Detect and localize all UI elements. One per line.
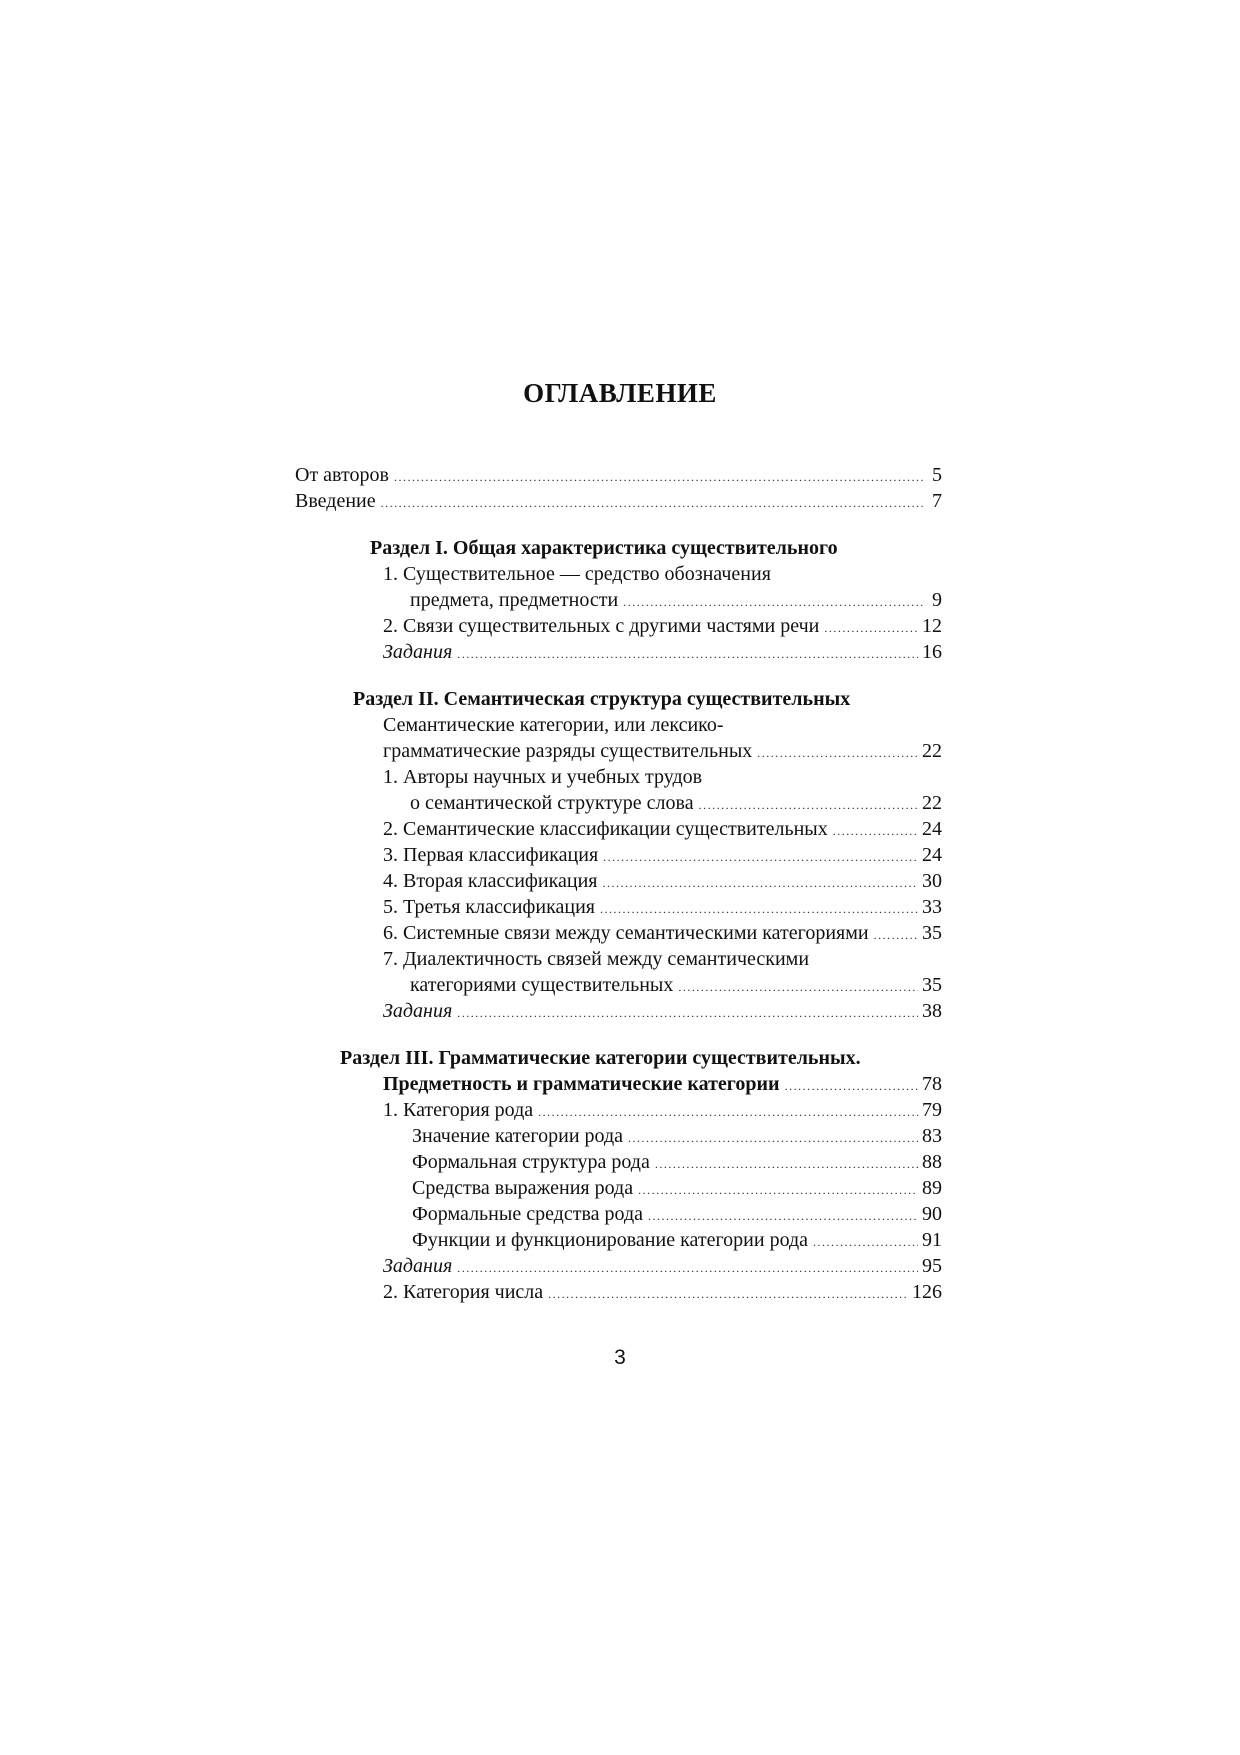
- dot-leader: [874, 922, 918, 948]
- toc-entry-label: Задания: [383, 641, 453, 663]
- toc-entry[interactable]: [295, 462, 942, 488]
- toc-entry[interactable]: [295, 790, 942, 816]
- toc-entry-label: предмета, предметности: [410, 589, 619, 611]
- toc-subentry[interactable]: [295, 1149, 942, 1175]
- toc-entry-label: Средства выражения рода: [412, 1177, 634, 1199]
- toc-entry-page: 89: [922, 1177, 942, 1199]
- dot-leader: [623, 589, 924, 615]
- toc-entry-label[interactable]: 1. Существительное — средство обозначения: [383, 563, 771, 585]
- toc-entry-page: 95: [922, 1255, 942, 1277]
- toc-entry-page: 5: [932, 464, 942, 486]
- toc-entry[interactable]: [295, 1097, 942, 1123]
- toc-entry-page: 30: [922, 870, 942, 892]
- toc-entry-label: От авторов: [295, 464, 389, 486]
- toc-entry-label: Задания: [383, 1255, 453, 1277]
- toc-entry[interactable]: [295, 920, 942, 946]
- dot-leader: [457, 1255, 918, 1281]
- toc-entry[interactable]: [295, 894, 942, 920]
- toc-entry-page: 7: [932, 490, 942, 512]
- dot-leader: [757, 740, 918, 766]
- dot-leader: [603, 844, 918, 870]
- toc-subentry[interactable]: [295, 1227, 942, 1253]
- toc-entry-page: 79: [922, 1099, 942, 1121]
- toc-entry-label: Значение категории рода: [412, 1125, 623, 1147]
- toc-subentry[interactable]: [295, 1123, 942, 1149]
- toc-entry-label[interactable]: 7. Диалектичность связей между семантическими: [383, 948, 810, 970]
- toc-entry[interactable]: [295, 868, 942, 894]
- toc-entry-label: 2. Категория числа: [383, 1281, 544, 1303]
- toc-entry-tasks[interactable]: [295, 1253, 942, 1279]
- dot-leader: [678, 974, 918, 1000]
- toc-subentry[interactable]: [295, 1175, 942, 1201]
- toc-entry[interactable]: [295, 842, 942, 868]
- toc-entry-label: 6. Системные связи между семантическими категориями: [383, 922, 869, 944]
- toc-entry[interactable]: [295, 1279, 942, 1305]
- dot-leader: [648, 1203, 918, 1229]
- toc-entry-page: 9: [932, 589, 942, 611]
- dot-leader: [457, 1000, 918, 1026]
- section-heading[interactable]: Раздел I. Общая характеристика существительного: [370, 537, 838, 559]
- toc-entry-label: Формальная структура рода: [412, 1151, 650, 1173]
- toc-entry[interactable]: [295, 738, 942, 764]
- dot-leader: [457, 641, 918, 667]
- dot-leader: [394, 464, 924, 490]
- toc-entry-page: 24: [922, 844, 942, 866]
- toc-entry-tasks[interactable]: [295, 998, 942, 1024]
- toc-entry-page: 24: [922, 818, 942, 840]
- toc-entry-page: 78: [922, 1073, 942, 1095]
- dot-leader: [628, 1125, 918, 1151]
- toc-entry[interactable]: [295, 488, 942, 514]
- toc-entry-page: 90: [922, 1203, 942, 1225]
- toc-entry-label: Формальные средства рода: [412, 1203, 644, 1225]
- toc-entry-page: 35: [922, 974, 942, 996]
- toc-entry-label: Функции и функционирование категории рода: [412, 1229, 809, 1251]
- toc-entry-page: 12: [922, 615, 942, 637]
- toc-entry-label: 4. Вторая классификация: [383, 870, 598, 892]
- page-number: 3: [614, 1346, 626, 1369]
- toc-entry[interactable]: [295, 972, 942, 998]
- toc-entry-page: 22: [922, 792, 942, 814]
- toc-entry-page: 35: [922, 922, 942, 944]
- toc-entry-page: 126: [912, 1281, 942, 1303]
- dot-leader: [602, 870, 918, 896]
- toc-entry-label: 2. Семантические классификации существительных: [383, 818, 828, 840]
- toc-entry-page: 33: [922, 896, 942, 918]
- toc-entry-label: 1. Категория рода: [383, 1099, 534, 1121]
- toc-entry-label: 2. Связи существительных с другими частями речи: [383, 615, 820, 637]
- dot-leader: [813, 1229, 918, 1255]
- dot-leader: [655, 1151, 918, 1177]
- toc-entry-label[interactable]: 1. Авторы научных и учебных трудов: [383, 766, 703, 788]
- toc-entry-label: грамматические разряды существительных: [383, 740, 753, 762]
- dot-leader: [638, 1177, 918, 1203]
- toc-subentry[interactable]: [295, 1201, 942, 1227]
- toc-entry-label: категориями существительных: [410, 974, 674, 996]
- toc-entry[interactable]: [295, 1071, 942, 1097]
- section-heading[interactable]: Раздел III. Грамматические категории существительных.: [340, 1047, 861, 1069]
- toc-entry-label: Введение: [295, 490, 376, 512]
- toc-entry-label: 3. Первая классификация: [383, 844, 599, 866]
- dot-leader: [538, 1099, 918, 1125]
- toc-entry-page: 16: [922, 641, 942, 663]
- toc-entry-page: 91: [922, 1229, 942, 1251]
- toc-entry-page: 22: [922, 740, 942, 762]
- toc-entry-page: 88: [922, 1151, 942, 1173]
- table-of-contents: [295, 462, 942, 1305]
- toc-entry-label: о семантической структуре слова: [410, 792, 694, 814]
- toc-entry-label: Задания: [383, 1000, 453, 1022]
- dot-leader: [381, 490, 924, 516]
- toc-entry-tasks[interactable]: [295, 639, 942, 665]
- toc-entry-label[interactable]: Семантические категории, или лексико-: [383, 714, 724, 736]
- dot-leader: [785, 1073, 918, 1099]
- section-heading-cont: Предметность и грамматические категории: [383, 1073, 780, 1095]
- dot-leader: [548, 1281, 908, 1307]
- toc-entry[interactable]: [295, 587, 942, 613]
- toc-entry-label: 5. Третья классификация: [383, 896, 595, 918]
- dot-leader: [699, 792, 918, 818]
- toc-entry-page: 38: [922, 1000, 942, 1022]
- toc-entry[interactable]: [295, 816, 942, 842]
- dot-leader: [833, 818, 918, 844]
- dot-leader: [824, 615, 918, 641]
- dot-leader: [600, 896, 918, 922]
- toc-entry-page: 83: [922, 1125, 942, 1147]
- section-heading[interactable]: Раздел II. Семантическая структура существительных: [353, 688, 851, 710]
- page-title: ОГЛАВЛЕНИЕ: [523, 378, 717, 408]
- toc-entry[interactable]: [295, 613, 942, 639]
